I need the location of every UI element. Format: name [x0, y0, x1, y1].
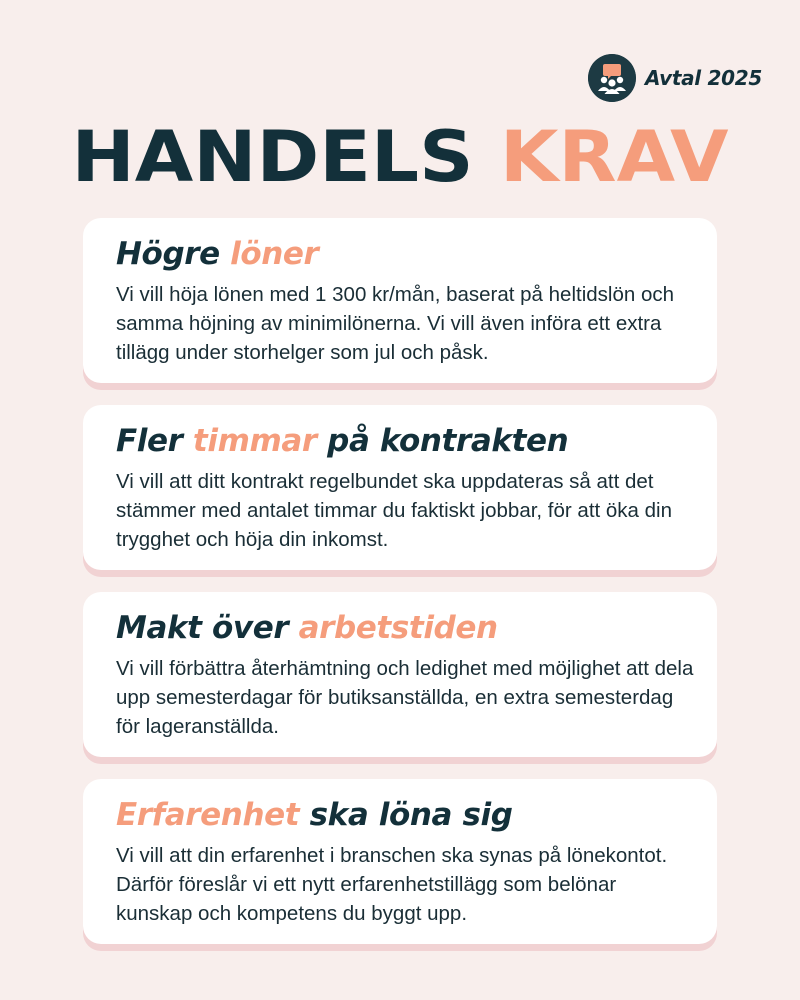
- card-makt-over-arbetstiden: [83, 592, 717, 757]
- card-heading: Makt över arbetstiden: [116, 610, 498, 646]
- card-heading: Fler timmar på kontrakten: [116, 423, 569, 459]
- title-part-krav: KRAV: [499, 116, 729, 198]
- card-hogre-loner: [83, 218, 717, 383]
- card-erfarenhet: [83, 779, 717, 944]
- heading-accent: timmar: [192, 423, 317, 459]
- card-fler-timmar: [83, 405, 717, 570]
- heading-accent: arbetstiden: [298, 610, 498, 646]
- card-heading: Högre löner: [116, 236, 319, 272]
- page-title: [0, 115, 800, 199]
- card-body: Vi vill höja lönen med 1 300 kr/mån, baserat på heltidslön och samma höjning av minimilönerna. Vi vill även införa ett extra tillägg under storhelger som jul och påsk.: [116, 283, 675, 364]
- title-part-handels: HANDELS: [71, 116, 474, 198]
- card-body: Vi vill att din erfarenhet i branschen ska synas på lönekontot. Därför föreslår vi ett nytt erfarenhetstillägg som belönar kunskap och kompetens du byggt upp.: [116, 844, 668, 925]
- people-group-icon: [588, 54, 636, 102]
- heading-accent: Erfarenhet: [116, 797, 300, 833]
- card-body: Vi vill förbättra återhämtning och ledighet med möjlighet att dela upp semesterdagar för butiksanställda, en extra semesterdag för lageranställda.: [116, 657, 694, 738]
- avtal-badge: [588, 54, 762, 102]
- card-body: Vi vill att ditt kontrakt regelbundet ska uppdateras så att det stämmer med antalet timmar du faktiskt jobbar, för att öka din trygghet och höja din inkomst.: [116, 470, 673, 551]
- card-heading: Erfarenhet ska löna sig: [116, 797, 513, 833]
- badge-label: Avtal 2025: [645, 66, 762, 90]
- heading-accent: löner: [230, 236, 319, 272]
